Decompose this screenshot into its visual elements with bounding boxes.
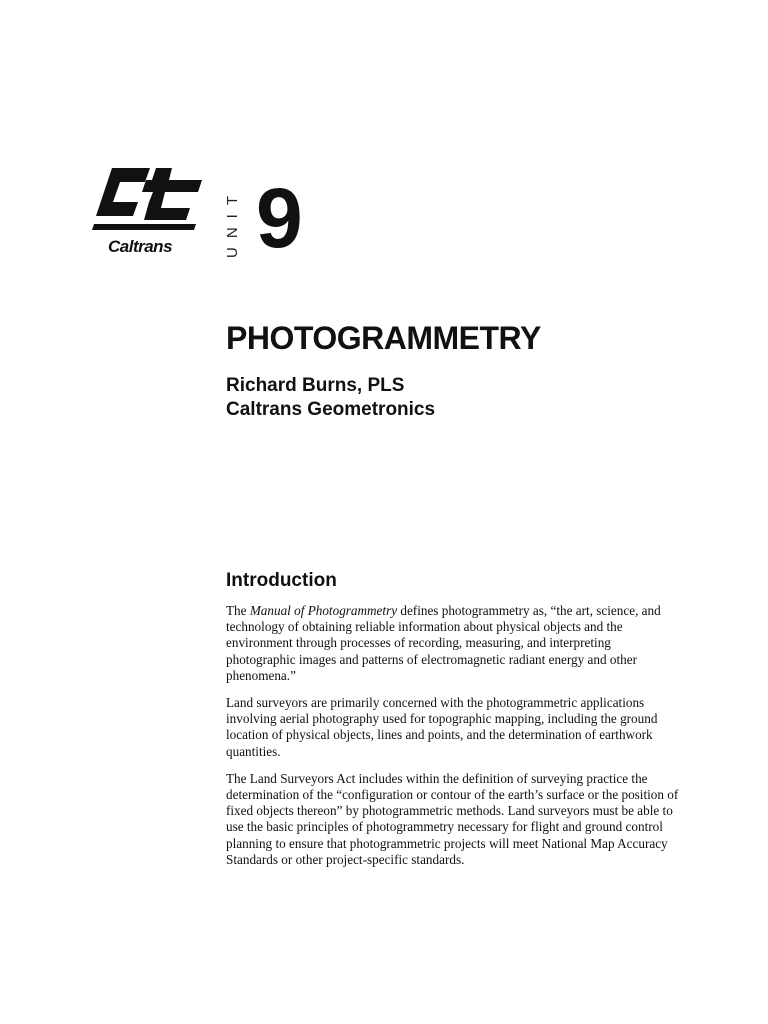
- unit-label: UNIT: [224, 187, 241, 258]
- caltrans-wordmark: Caltrans: [108, 237, 173, 256]
- unit-number: 9: [256, 171, 303, 265]
- author-block: [226, 374, 435, 422]
- book-title: Manual of Photogrammetry: [249, 603, 398, 618]
- caltrans-ct-mark-icon: [92, 166, 204, 236]
- paragraph-1-rest: defines photogrammetry as, “the art, science, and technology of obtaining reliable information about physical objects and the environment through processes of recording, measuring, and interpreting photographic images and patterns of electromagnetic radiant energy and other phenomena.”: [226, 603, 661, 683]
- author-affiliation: Caltrans Geometronics: [226, 399, 436, 420]
- paragraph-2: Land surveyors are primarily concerned with the photogrammetric applications involving aerial photography used for topographic mapping, including the ground location of physical objects, lines and points, and the determination of earthwork quantities.: [226, 695, 658, 759]
- introduction-body: [226, 603, 682, 879]
- section-heading-introduction: Introduction: [226, 570, 337, 591]
- paragraph-3: The Land Surveyors Act includes within the definition of surveying practice the determination of the “configuration or contour of the earth’s surface or the position of fixed objects thereon” by photogrammetric methods. Land surveyors must be able to use the basic principles of photogrammetry necessary for flight and ground control planning to ensure that photogrammetric projects will meet National Map Accuracy Standards or other project-specific standards.: [226, 770, 679, 867]
- paragraph-1-start: The: [226, 603, 250, 618]
- document-title: PHOTOGRAMMETRY: [226, 320, 541, 356]
- paragraph-1: [226, 603, 682, 684]
- author-name: Richard Burns, PLS: [226, 375, 405, 396]
- caltrans-logo: [92, 166, 204, 260]
